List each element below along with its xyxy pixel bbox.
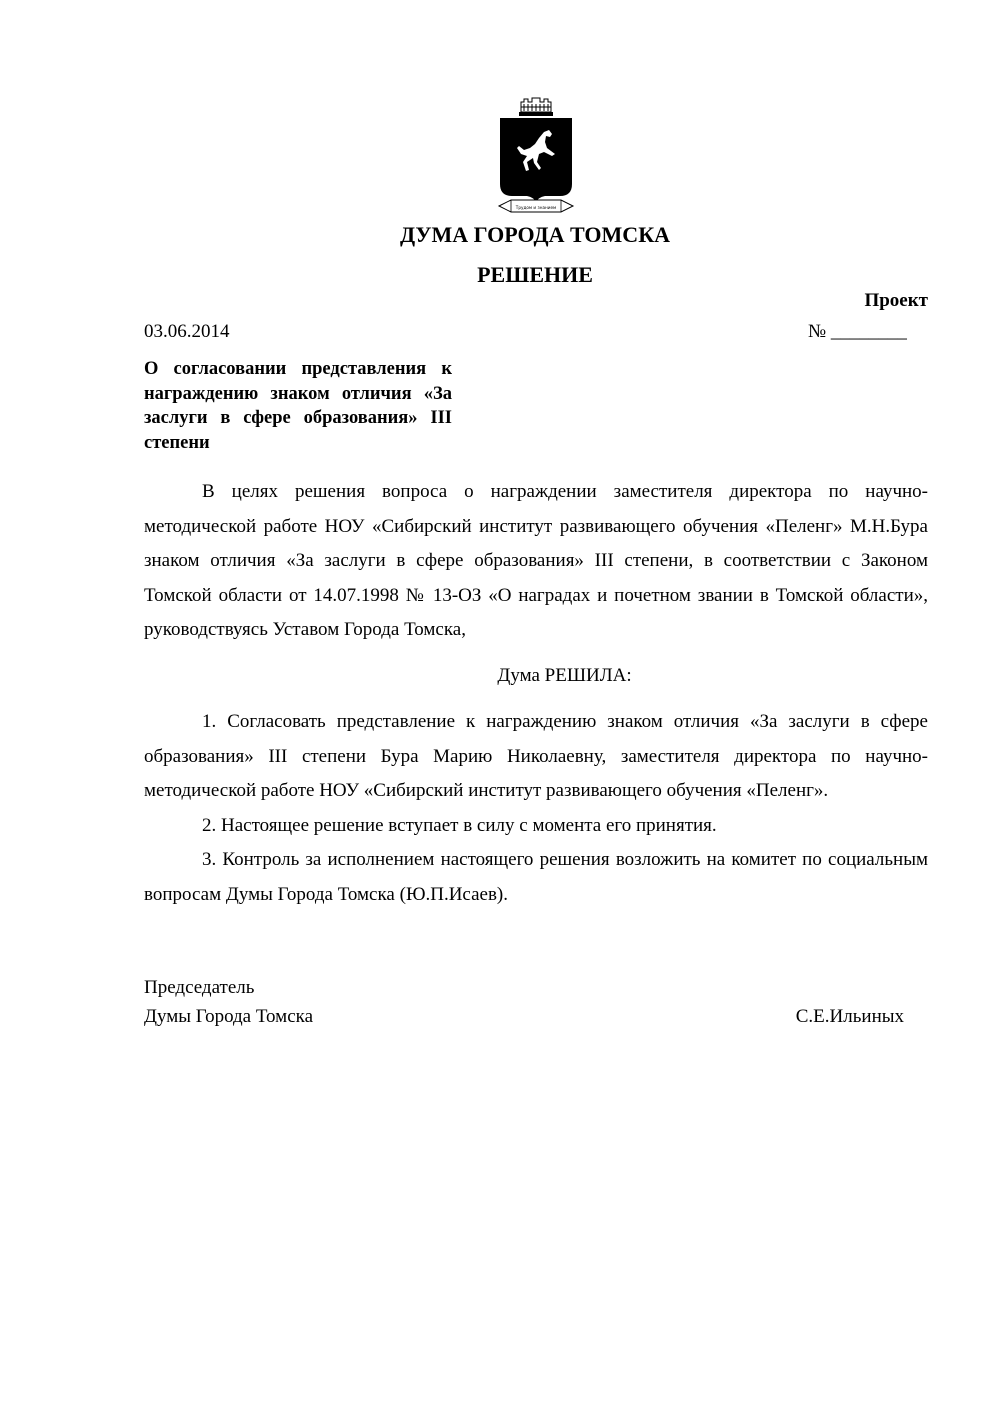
signature-block: [144, 973, 904, 1031]
document-subject: О согласовании представления к награждению знаком отличия «За заслуги в сфере образования» III степени: [144, 359, 452, 453]
signer-position-line2: Думы Города Томска: [144, 1006, 314, 1027]
document-body: [144, 475, 928, 912]
organization-title: ДУМА ГОРОДА ТОМСКА: [399, 222, 671, 247]
decided-heading: Дума РЕШИЛА:: [497, 664, 632, 686]
signer-name: С.Е.Ильиных: [795, 1006, 904, 1027]
emblem-ribbon-text: Трудом и знанием: [515, 205, 557, 210]
preamble-paragraph: В целях решения вопроса о награждении заместителя директора по научно-методической работе НОУ «Сибирский институт развивающего обучения «Пеленг» М.Н.Бура знаком отличия «За заслуги в сфере образования» III степени, в соответствии с Законом Томской области от 14.07.1998 № 13-ОЗ «О наградах и почетном звании в Томской области», руководствуясь Уставом Города Томска,: [144, 481, 928, 640]
decision-item-2: 2. Настоящее решение вступает в силу с момента его принятия.: [202, 814, 717, 836]
decision-item-3: 3. Контроль за исполнением настоящего решения возложить на комитет по социальным вопросам Думы Города Томска (Ю.П.Исаев).: [144, 849, 928, 905]
signer-position-line1: Председатель: [144, 977, 255, 998]
decision-item-1: 1. Согласовать представление к награждению знаком отличия «За заслуги в сфере образования» III степени Бура Марию Николаевну, заместителя директора по научно-методической работе НОУ «Сибирский институт развивающего обучения «Пеленг».: [144, 711, 928, 801]
coat-of-arms-icon: [497, 96, 575, 220]
document-number: № ________: [808, 321, 907, 342]
draft-label: Проект: [864, 290, 928, 311]
document-date: 03.06.2014: [144, 321, 230, 342]
document-type-heading: РЕШЕНИЕ: [477, 262, 593, 287]
